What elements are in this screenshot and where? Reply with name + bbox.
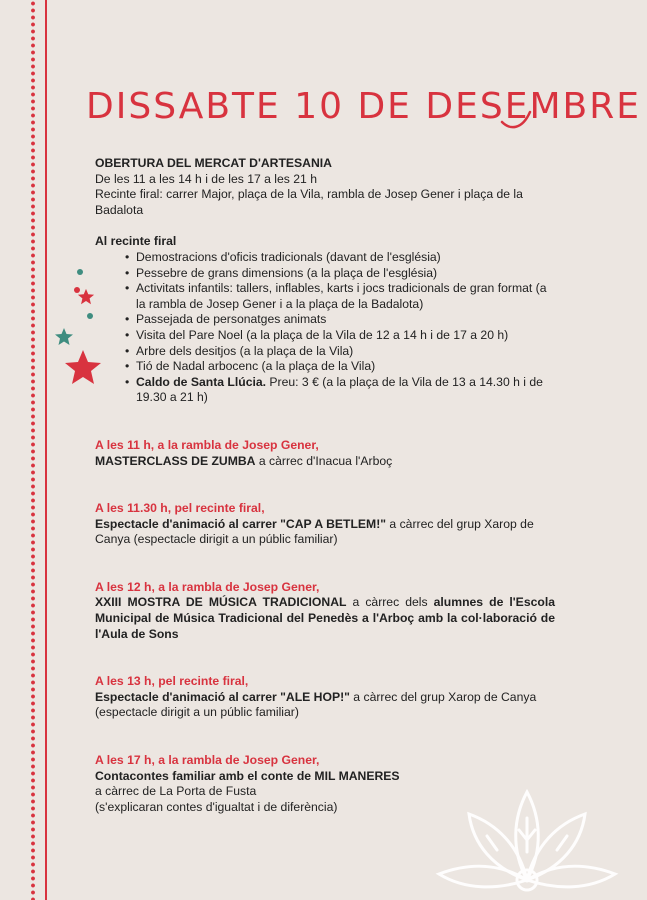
caldo-details: Preu: 3 € (a la plaça de la Vila de 13 a 14.30 h i de 19.30 a 21 h) — [136, 374, 543, 405]
event-details: a càrrec de La Porta de Fusta — [95, 784, 257, 799]
recinte-heading: Al recinte firal — [95, 234, 177, 249]
event-description — [95, 690, 555, 721]
event-title: Espectacle d'animació al carrer "CAP A BETLEM!" — [95, 516, 387, 531]
list-item: • Pessebre de grans dimensions (a la plaça de l'església) — [125, 266, 555, 282]
list-item: • Arbre dels desitjos (a la plaça de la Vila) — [125, 344, 555, 360]
event-title: MASTERCLASS DE ZUMBA — [95, 453, 256, 468]
dotted-border — [29, 0, 37, 900]
event-details: a càrrec del grup Xarop de Canya (espectacle dirigit a un públic familiar) — [95, 516, 534, 547]
event-description — [95, 454, 555, 470]
event-details: a càrrec del grup Xarop de Canya (espectacle dirigit a un públic familiar) — [95, 689, 537, 720]
mercat-heading: OBERTURA DEL MERCAT D'ARTESANIA — [95, 156, 332, 170]
list-item: • Passejada de personatges animats — [125, 312, 555, 328]
program-content — [95, 156, 555, 815]
event-title: XXIII MOSTRA DE MÚSICA TRADICIONAL — [95, 595, 347, 610]
event-details: a càrrec d'Inacua l'Arboç — [255, 453, 393, 468]
event-time: A les 11.30 h, pel recinte firal, — [95, 501, 265, 516]
red-border-line — [45, 0, 47, 900]
event-title: Contacontes familiar amb el conte de MIL MANERES — [95, 768, 400, 783]
list-item: • Visita del Pare Noel (a la plaça de la Vila de 12 a 14 h i de 17 a 20 h) — [125, 328, 555, 344]
event-performers: alumnes de l'Escola Municipal de Música Tradicional del Penedès a l'Arboç amb la col·laboració de l'Aula de Sons — [95, 595, 555, 641]
event-title: Espectacle d'animació al carrer "ALE HOP!" — [95, 689, 350, 704]
list-item: • Tió de Nadal arbocenc (a la plaça de la Vila) — [125, 359, 555, 375]
recinte-list — [95, 250, 555, 406]
list-item: • Demostracions d'oficis tradicionals (davant de l'església) — [125, 250, 555, 266]
page-title: DISSABTE 10 DE DESEMBRE — [86, 86, 641, 127]
mercat-hours: De les 11 a les 14 h i de les 17 a les 21 h — [95, 171, 317, 186]
event-details: (s'explicaran contes d'igualtat i de diferència) — [95, 799, 338, 814]
list-item: • Activitats infantils: tallers, inflables, karts i jocs tradicionals de gran format (a la rambla de Josep Gener i a la plaça de la Badalota) — [125, 281, 555, 312]
event-time: A les 11 h, a la rambla de Josep Gener, — [95, 437, 319, 452]
event-details: a càrrec dels — [346, 595, 434, 610]
star-icon — [77, 288, 95, 306]
event-time: A les 13 h, pel recinte firal, — [95, 674, 249, 689]
dot-icon — [86, 312, 94, 320]
event-description — [95, 595, 555, 642]
event-time: A les 17 h, a la rambla de Josep Gener, — [95, 753, 320, 768]
event-time: A les 12 h, a la rambla de Josep Gener, — [95, 579, 320, 594]
event-description — [95, 517, 555, 548]
star-icon — [54, 327, 74, 347]
caldo-label: Caldo de Santa Llúcia. — [136, 374, 267, 389]
title-flourish — [500, 100, 534, 134]
dot-icon — [76, 268, 84, 276]
list-item — [125, 375, 555, 406]
mercat-venue: Recinte firal: carrer Major, plaça de la Vila, rambla de Josep Gener i plaça de la Badalota — [95, 187, 523, 217]
